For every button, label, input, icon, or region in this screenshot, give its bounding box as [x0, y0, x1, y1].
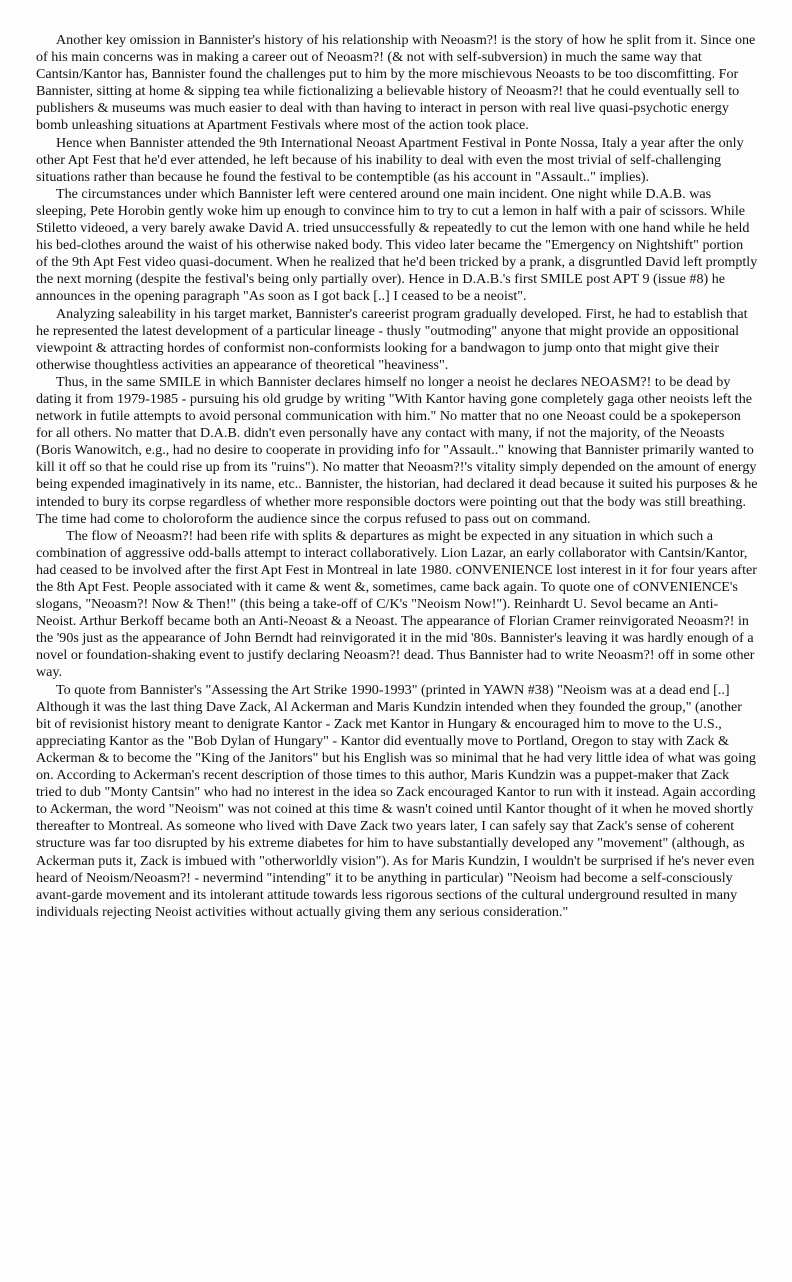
paragraph-art-strike-quote: To quote from Bannister's "Assessing the Art Strike 1990-1993" (printed in YAWN #38) "Neoism was at a dead end [..] Although it was the last thing Dave Zack, Al Ackerman and Maris Kundzin intended when they founded the group," (another bit of revisionist history meant to denigrate Kantor - Zack met Kantor in Hungary & encouraged him to move to the U.S., appreciating Kantor as the "Bob Dylan of Hungary" - Kantor did eventually move to Portland, Oregon to stay with Zack & Ackerman & to become the "King of the Janitors" but his English was so minimal that he had very little idea of what was going on. According to Ackerman's recent description of those times to this author, Maris Kundzin was a puppet-maker that Zack tried to dub "Monty Cantsin" who had no interest in the idea so Zack encouraged Kantor to run with it instead. Again according to Ackerman, the word "Neoism" was not coined at this time & wasn't coined until Kantor thought of it when he moved shortly thereafter to Montreal. As someone who lived with Dave Zack two years later, I can safely say that Zack's sense of coherent structure was far too disrupted by his extreme diabetes for him to have substantially developed any "movement" (although, as Ackerman puts it, Zack is imbued with "otherworldly vision"). As for Maris Kundzin, I wouldn't be surprised if he's never even heard of Neoism/Neoasm?! - nevermind "intending" it to be anything in particular) "Neoism had become a self-consciously avant-garde movement and its intolerant attitude towards less rigorous sections of the cultural underground resulted in many individuals rejecting Neoist activities without actually giving them any serious consideration."	[36, 681, 756, 920]
body-text	[36, 32, 758, 921]
paragraph-smile-declaration: Thus, in the same SMILE in which Bannister declares himself no longer a neoist he declares NEOASM?! to be dead by dating it from 1979-1985 - pursuing his old grudge by writing "With Kantor having gone completely gaga other neoists left the network in futile attempts to avoid personal communication with him." No matter that no one Neoast could be a spokeperson for all others. No matter that D.A.B. didn't even personally have any contact with many, if not the majority, of the Neoasts (Boris Wanowitch, e.g., had no desire to cooperate in providing info for "Assault.." knowing that Bannister primarily wanted to kill it off so that he could rise up from its "ruins"). No matter that Neoasm?!'s vitality simply depended on the amount of energy being expended imaginatively in its name, etc.. Bannister, the historian, had declared it dead because it suited his purposes & he intended to bury its corpse regardless of whether more responsible doctors were pointing out that the body was still breathing. The time had come to choloroform the audience since the corpus refused to pass out on command.	[36, 373, 758, 527]
paragraph-flow-of-neoasm: The flow of Neoasm?! had been rife with splits & departures as might be expected in any situation in which such a combination of aggressive odd-balls attempt to interact collaboratively. Lion Lazar, an early collaborator with Cantsin/Kantor, had ceased to be involved after the first Apt Fest in Montreal in late 1980. cONVENIENCE lost interest in it for four years after the 8th Apt Fest. People associated with it came & went &, sometimes, came back again. To quote one of cONVENIENCE's slogans, "Neoasm?! Now & Then!" (this being a take-off of C/K's "Neoism Now!"). Reinhardt U. Sevol became an Anti-Neoist. Arthur Berkoff became both an Anti-Neoast & a Neoast. The appearance of Florian Cramer reinvigorated Neoasm?! in the '90s just as the appearance of John Berndt had reinvigorated it in the mid '80s. Bannister's leaving it was hardly enough of a novel or foundation-shaking event to justify declaring Neoasm?! dead. Thus Bannister had to write Neoasm?! off in some other way.	[36, 527, 757, 681]
paragraph-ponte-nossa: Hence when Bannister attended the 9th International Neoast Apartment Festival in Ponte Nossa, Italy a year after the only other Apt Fest that he'd ever attended, he left because of his inability to deal with even the most trivial of self-challenging situations rather than because he found the festival to be contemptible (as his account in "Assault.." implies).	[36, 134, 744, 185]
paragraph-saleability: Analyzing saleability in his target market, Bannister's careerist program gradually developed. First, he had to establish that he represented the latest development of a particular lineage - thusly "outmoding" anyone that might provide an oppositional viewpoint & attracting hordes of conformist non-conformists looking for a bandwagon to jump onto that might give their otherwise thoughtless activities an appearance of theoretical "heaviness".	[36, 305, 748, 373]
paragraph-omission: Another key omission in Bannister's history of his relationship with Neoasm?! is the story of how he split from it. Since one of his main concerns was in making a career out of Neoasm?! (& not with self-subversion) in much the same way that Cantsin/Kantor has, Bannister found the challenges put to him by the more mischievous Neoasts to be too discomfitting. For Bannister, sitting at home & sipping tea while fictionalizing a believable history of Neoasm?! that he could eventually sell to publishers & museums was much easier to deal with than having to interact in person with real live quasi-psychotic energy bomb unleashing situations at Apartment Festivals where most of the action took place.	[36, 32, 756, 134]
paragraph-lemon-incident: The circumstances under which Bannister left were centered around one main incident. One night while D.A.B. was sleeping, Pete Horobin gently woke him up enough to convince him to try to cut a lemon in half with a pair of scissors. While Stiletto videoed, a very barely awake David A. tried unsuccessfully & repeatedly to cut the lemon with one hand while he held his bed-clothes around the waist of his otherwise naked body. This video later became the "Emergency on Nightshift" portion of the 9th Apt Fest video quasi-document. When he realized that he'd been tricked by a prank, a disgruntled David left promptly the next morning (despite the festival's being only partially over). Hence in D.A.B.'s first SMILE post APT 9 (issue #8) he announces in the opening paragraph "As soon as I got back [..] I ceased to be a neoist".	[36, 185, 758, 305]
